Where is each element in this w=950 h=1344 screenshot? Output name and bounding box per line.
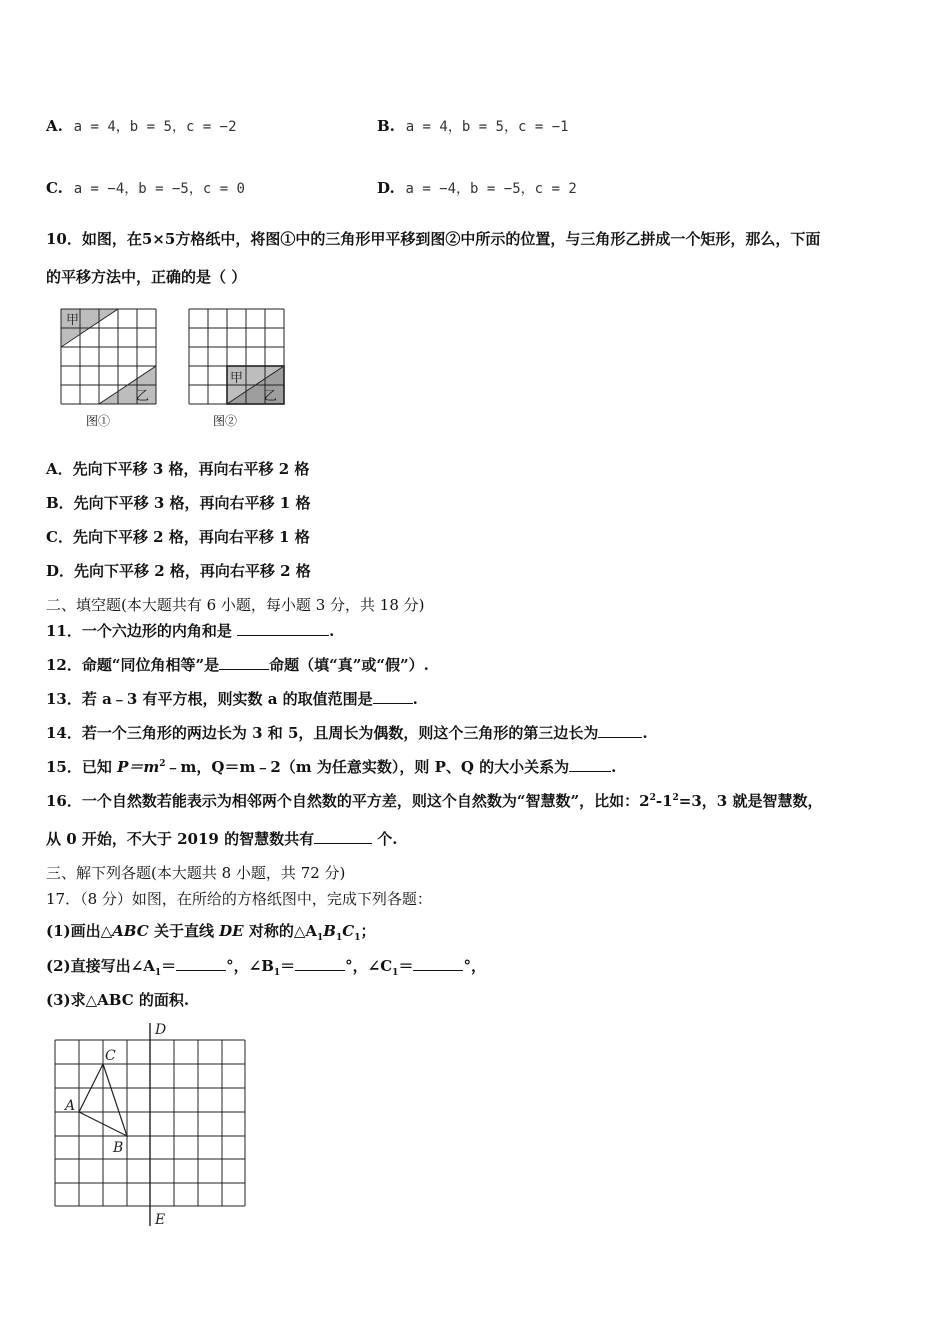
q17-intro: 17．（8 分）如图，在所给的方格纸图中，完成下列各题： [46,890,432,908]
q12 [46,654,429,675]
q9-option-d-text: a = −4，b = −5，c = 2 [405,181,577,197]
q9-option-a-label: A. [46,117,63,135]
q13-end: . [412,690,418,708]
q17-p2-d: °，∠C [345,957,393,975]
q9-option-b [377,116,569,136]
q12-blank [219,657,269,670]
q17-p1-c: 对称的△A [243,922,318,940]
q15-blank [569,759,611,772]
label-c: C [105,1048,116,1064]
q17-blank-c [413,958,463,971]
q12-end: 命题（填“真”或“假”）. [269,656,429,674]
q11 [46,620,334,641]
q15-rest: ﹣m，Q＝m﹣2（m 为任意实数），则 P、Q 的大小关系为 [165,758,570,776]
q17-p2-c: °，∠B [226,957,274,975]
section-3-title: 三、解下列各题(本大题共 8 小题，共 72 分) [46,864,346,882]
q17-p1-sub-b: 1 [335,933,343,943]
q17-blank-b [295,958,345,971]
q17-p1-d: B [323,922,336,940]
q10-line2: 的平移方法中，正确的是（ ） [46,268,247,286]
q16-line2 [46,828,398,849]
q13-blank [373,691,413,704]
q13-text: 13．若 a﹣3 有平方根，则实数 a 的取值范围是 [46,690,373,708]
q9-option-a-text: a = 4，b = 5，c = −2 [73,119,237,135]
q11-end: . [329,622,335,640]
q13 [46,688,418,709]
q17-p2-sub-c: 1 [392,968,399,978]
q9-option-c-label: C. [46,179,63,197]
q9-option-d-label: D. [377,179,395,197]
q17-p1-sub-c: 1 [354,933,361,943]
q9-option-b-text: a = 4，b = 5，c = −1 [405,119,569,135]
q17-p1-abc: ABC [112,922,149,940]
q16-sup1: 2 [649,793,656,803]
q16-line2-end: 个. [372,830,398,848]
q9-option-b-label: B. [377,117,395,135]
q9-option-a [46,116,237,136]
q9-option-c-text: a = −4，b = −5，c = 0 [73,181,245,197]
q17-p1-end: ； [360,922,376,940]
q15-prefix: 15．已知 [46,758,118,776]
q17-part3: (3)求△ABC 的面积. [46,991,190,1009]
q17-part2 [46,955,486,978]
q11-blank [237,623,329,636]
q16-blank [314,831,372,844]
q17-part1 [46,920,375,943]
q17-p2-a: (2)直接写出∠A [46,957,155,975]
q17-p2-sub-a: 1 [154,968,162,978]
q17-p1-de: DE [219,922,244,940]
q15-p-expr: P＝m [117,758,160,776]
q14-blank [598,725,642,738]
q17-blank-a [176,958,226,971]
q10-figure-2 [186,308,288,408]
q17-p2-end: °， [463,957,486,975]
q15-end: . [611,758,617,776]
q10-line1: 10．如图，在5×5方格纸中，将图①中的三角形甲平移到图②中所示的位置，与三角形乙拼成一个矩形，那么，下面 [46,230,821,248]
q10-caption-1: 图① [86,414,111,428]
q15 [46,756,616,777]
q14-end: . [642,724,648,742]
q17-p1-sub-a: 1 [317,933,324,943]
q10-option-a: A．先向下平移 3 格，再向右平移 2 格 [46,460,310,478]
q12-text: 12．命题“同位角相等”是 [46,656,220,674]
q10-caption-2: 图② [213,414,238,428]
q14-text: 14．若一个三角形的两边长为 3 和 5，且周长为偶数，则这个三角形的第三边长为 [46,724,599,742]
q11-text: 11．一个六边形的内角和是 [46,622,238,640]
q10-figure-1 [58,308,160,408]
section-2-title: 二、填空题(本大题共有 6 小题，每小题 3 分，共 18 分) [46,596,425,614]
q17-p1-b: 关于直线 [148,922,220,940]
q17-p1-e: C [342,922,355,940]
label-yi: 乙 [136,389,150,404]
label-e: E [155,1212,166,1228]
q16-line2-text: 从 0 开始，不大于 2019 的智慧数共有 [46,830,315,848]
q10-option-d: D．先向下平移 2 格，再向右平移 2 格 [46,562,311,580]
label-jia-2: 甲 [230,371,244,386]
q16-sup2: 2 [672,793,679,803]
q16-line1-c: =3，3 就是智慧数， [678,792,823,810]
q15-exponent: 2 [159,759,166,769]
q9-option-d [377,178,577,198]
q17-p1-a: (1)画出△ [46,922,113,940]
q17-p2-eq-a: ＝ [161,957,177,975]
label-yi-2: 乙 [264,389,278,404]
label-a: A [65,1098,76,1114]
q17-p2-eq-b: ＝ [280,957,296,975]
q17-p2-sub-b: 1 [273,968,281,978]
q16-line1-a: 16．一个自然数若能表示为相邻两个自然数的平方差，则这个自然数为“智慧数”，比如：2 [46,792,650,810]
label-b: B [113,1140,124,1156]
q14 [46,722,648,743]
label-jia: 甲 [66,313,80,328]
q16-line1-b: -1 [655,792,673,810]
q17-grid-figure [50,1018,250,1230]
q16-line1 [46,790,822,811]
q10-option-c: C．先向下平移 2 格，再向右平移 1 格 [46,528,310,546]
q17-p2-eq-c: ＝ [398,957,414,975]
q9-option-c [46,178,245,198]
q10-option-b: B．先向下平移 3 格，再向右平移 1 格 [46,494,311,512]
label-d: D [155,1022,167,1038]
